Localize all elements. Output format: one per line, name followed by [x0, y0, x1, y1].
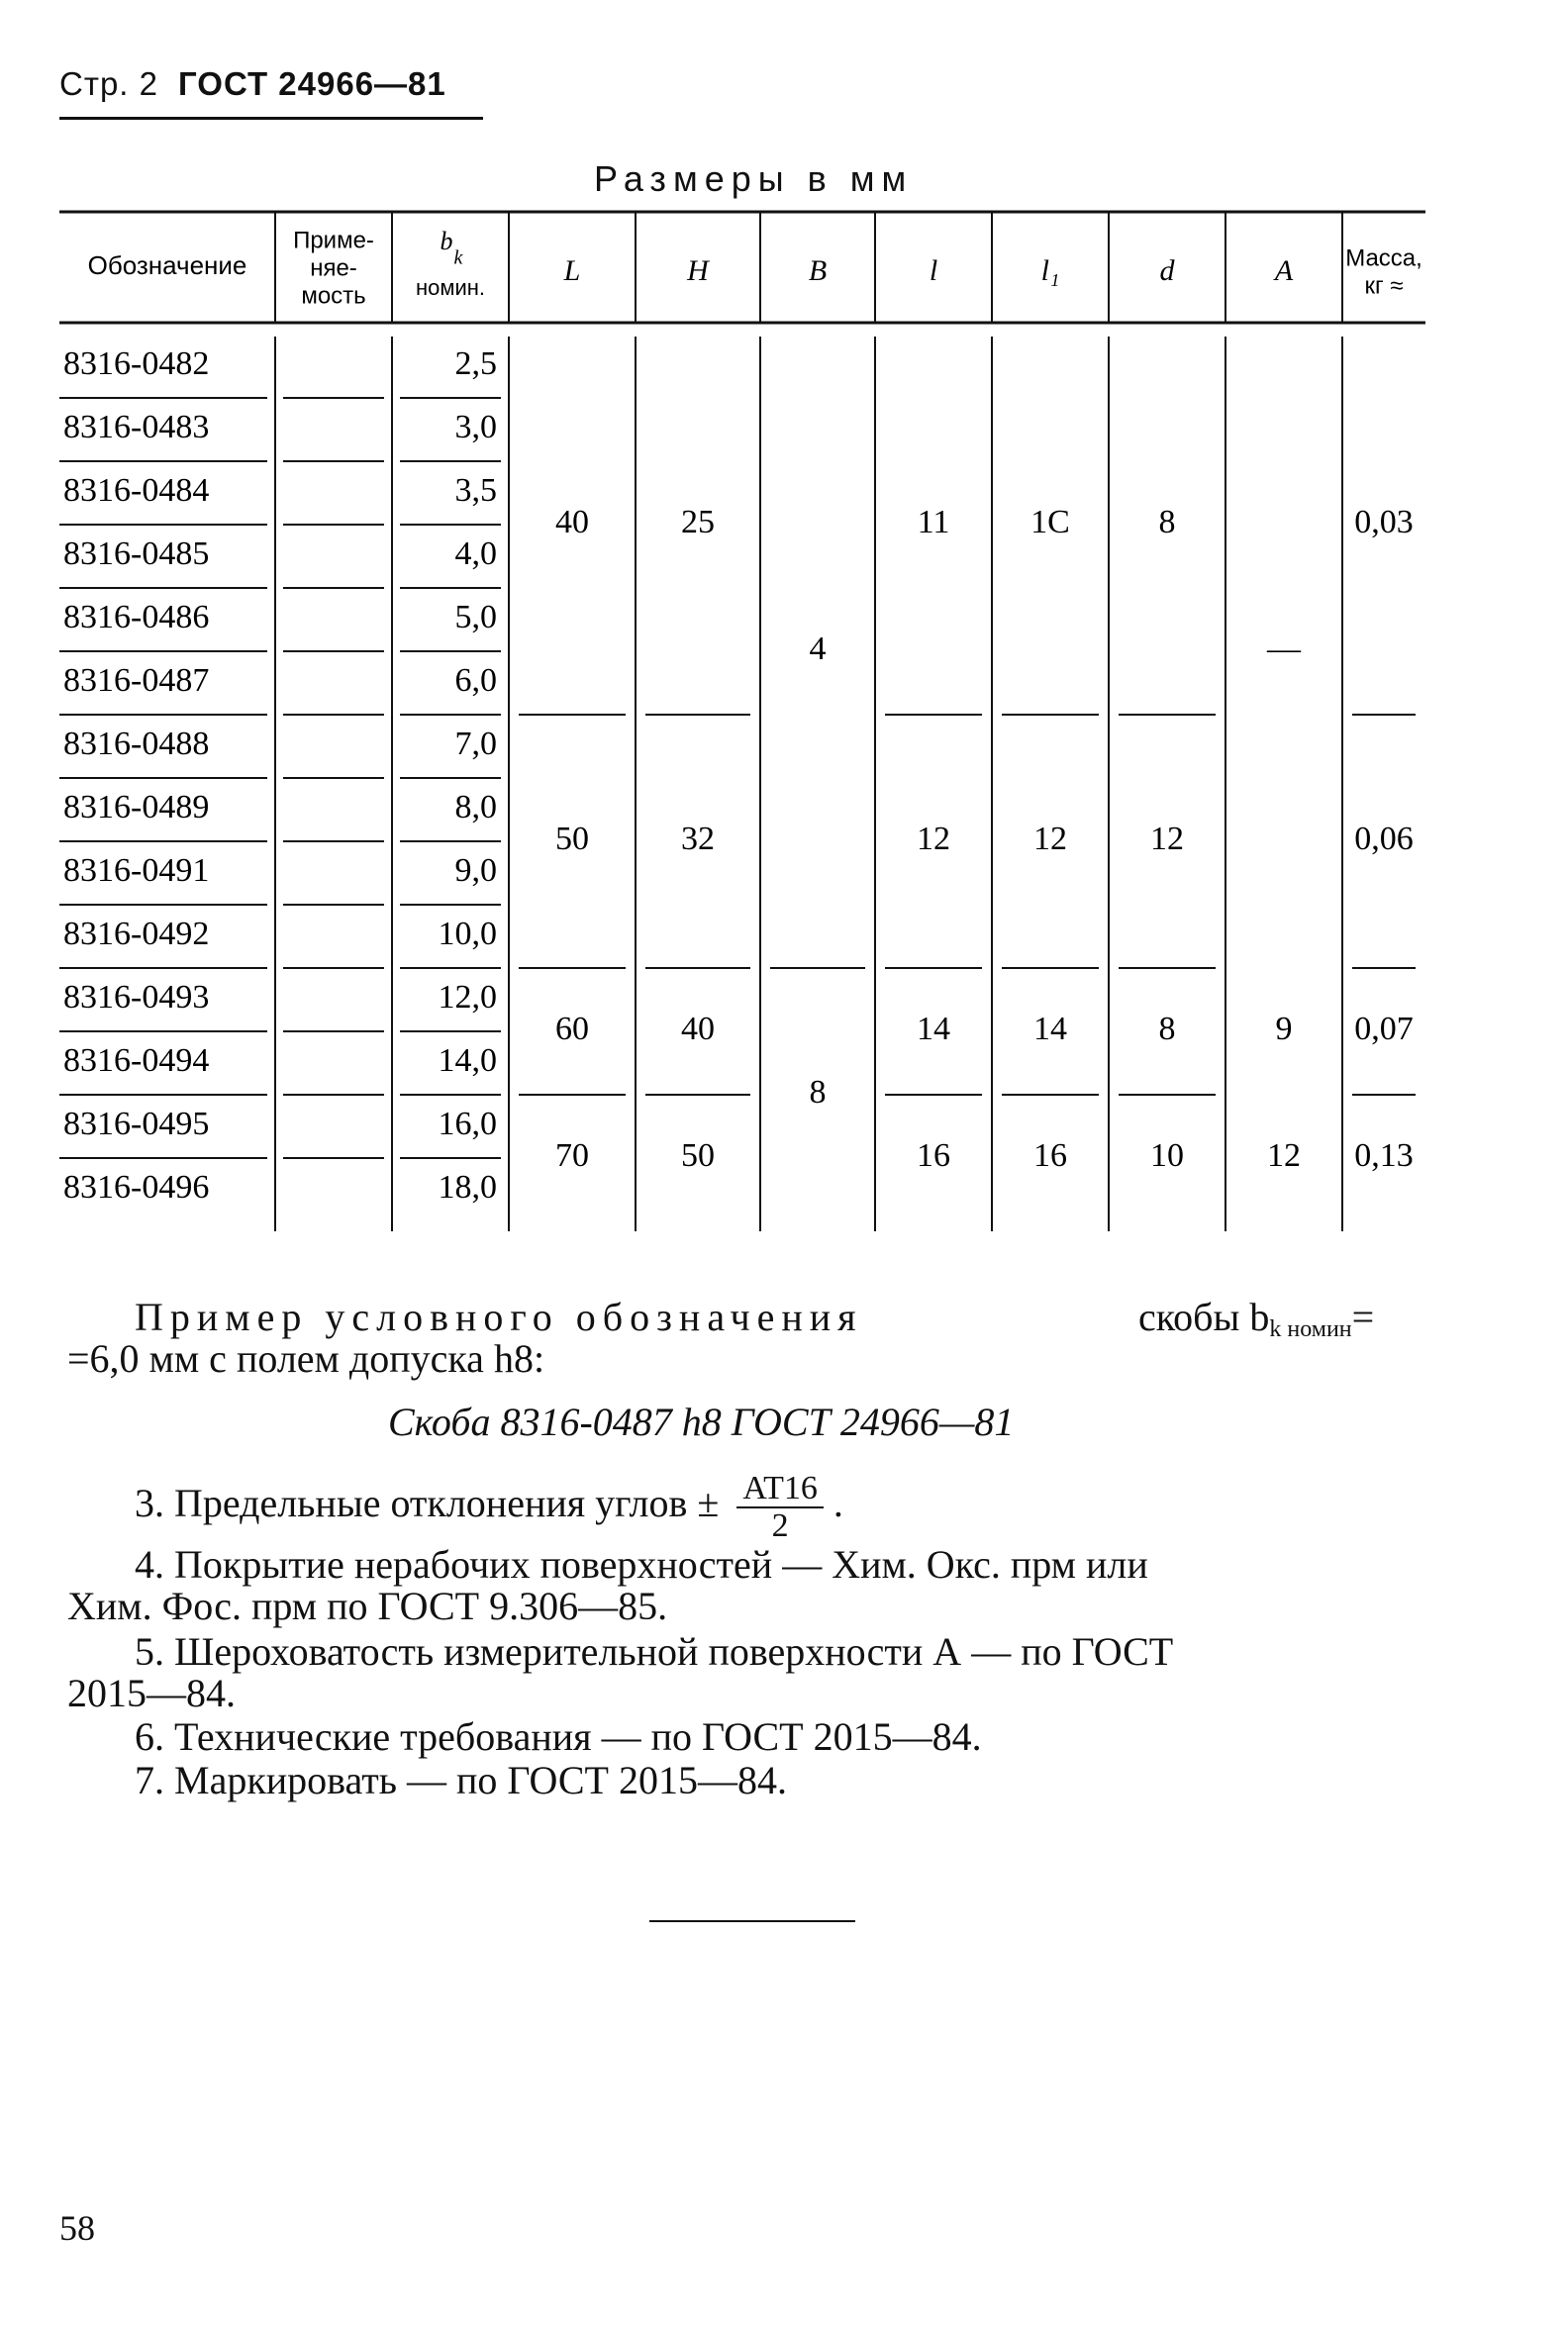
units-caption: Размеры в мм — [594, 158, 914, 199]
gost-number: ГОСТ 24966—81 — [178, 65, 446, 102]
designation-cell: 8316-0483 — [63, 408, 210, 445]
header-applicability: няе- — [310, 254, 357, 282]
bk-cell: 6,0 — [454, 661, 497, 699]
L-cell: 40 — [555, 503, 589, 540]
l-cell: 14 — [917, 1010, 950, 1047]
example-designation: Скоба 8316-0487 h8 ГОСТ 24966—81 — [388, 1400, 1015, 1444]
designation-cell: 8316-0485 — [63, 534, 210, 572]
B-cell: 4 — [809, 630, 827, 667]
item-3-text: 3. Предельные отклонения углов ± — [135, 1481, 720, 1526]
header-designation: Обозначение — [87, 249, 247, 280]
item-7: 7. Маркировать — по ГОСТ 2015—84. — [135, 1758, 787, 1802]
A-cell: 12 — [1267, 1136, 1301, 1174]
bk-cell: 8,0 — [454, 788, 497, 825]
item-4-line-1: 4. Покрытие нерабочих поверхностей — Хим. Окс. прм или — [135, 1542, 1148, 1587]
page-label: Стр. 2 — [59, 65, 158, 102]
mass-cell: 0,03 — [1354, 503, 1414, 540]
item-3-denominator: 2 — [771, 1507, 789, 1544]
item-5-line-1: 5. Шероховатость измерительной поверхности А — по ГОСТ — [135, 1629, 1174, 1674]
l1-cell: 14 — [1033, 1010, 1067, 1047]
bk-cell: 3,0 — [454, 408, 497, 445]
header-B: B — [808, 253, 828, 287]
item-3 — [135, 1471, 843, 1544]
bk-cell: 10,0 — [438, 915, 497, 952]
header-bk-nominal: номин. — [415, 274, 486, 300]
example-line-1 — [135, 1297, 863, 1338]
l1-cell: 16 — [1033, 1136, 1067, 1174]
header-applicability: мость — [301, 282, 366, 310]
page-number: 58 — [59, 2208, 95, 2248]
L-cell: 50 — [555, 820, 589, 857]
B-cell: 8 — [809, 1073, 827, 1111]
item-5-line-2: 2015—84. — [67, 1671, 236, 1715]
L-cell: 60 — [555, 1010, 589, 1047]
designation-cell: 8316-0493 — [63, 978, 210, 1016]
mass-cell: 0,06 — [1354, 820, 1414, 857]
designation-cell: 8316-0495 — [63, 1105, 210, 1142]
l1-cell: 1C — [1030, 503, 1070, 540]
d-cell: 12 — [1150, 820, 1184, 857]
mass-cell: 0,13 — [1354, 1136, 1414, 1174]
header-bk-symbol: b — [440, 226, 453, 255]
designation-cell: 8316-0487 — [63, 661, 210, 699]
header-applicability: Приме- — [293, 227, 374, 254]
designation-cell: 8316-0488 — [63, 725, 210, 762]
bk-cell: 4,0 — [454, 534, 497, 572]
designation-cell: 8316-0482 — [63, 344, 210, 382]
L-cell: 70 — [555, 1136, 589, 1174]
A-cell: — — [1267, 630, 1301, 667]
bk-cell: 7,0 — [454, 725, 497, 762]
H-cell: 50 — [681, 1136, 715, 1174]
item-4-line-2: Хим. Фос. прм по ГОСТ 9.306—85. — [67, 1584, 668, 1628]
item-3-fraction — [736, 1471, 824, 1544]
example-rest: скобы b — [1138, 1295, 1270, 1339]
A-cell: 9 — [1275, 1010, 1293, 1047]
item-3-end: . — [833, 1481, 843, 1526]
header-l: l — [929, 253, 938, 287]
header-L: L — [563, 253, 581, 287]
header-bk-subscript: k — [453, 246, 463, 269]
example-sub: k номин — [1269, 1316, 1352, 1342]
l1-cell: 12 — [1033, 820, 1067, 857]
bk-cell: 12,0 — [438, 978, 497, 1016]
header-mass-unit: кг ≈ — [1364, 272, 1404, 300]
bk-cell: 9,0 — [454, 851, 497, 889]
d-cell: 8 — [1158, 1010, 1176, 1047]
header-A: A — [1274, 253, 1294, 287]
H-cell: 32 — [681, 820, 715, 857]
l-cell: 11 — [917, 503, 950, 540]
bk-cell: 5,0 — [454, 598, 497, 635]
example-line-1-end — [1138, 1297, 1374, 1350]
l-cell: 12 — [917, 820, 950, 857]
designation-cell: 8316-0496 — [63, 1168, 210, 1206]
designation-cell: 8316-0494 — [63, 1041, 210, 1079]
H-cell: 40 — [681, 1010, 715, 1047]
item-6: 6. Технические требования — по ГОСТ 2015—84. — [135, 1714, 982, 1759]
bk-cell: 14,0 — [438, 1041, 497, 1079]
end-rule — [649, 1920, 855, 1922]
designation-cell: 8316-0484 — [63, 471, 210, 509]
d-cell: 10 — [1150, 1136, 1184, 1174]
mass-cell: 0,07 — [1354, 1010, 1414, 1047]
bk-cell: 2,5 — [454, 344, 497, 382]
bk-cell: 3,5 — [454, 471, 497, 509]
example-line-2: =6,0 мм с полем допуска h8: — [67, 1336, 545, 1381]
header-H: H — [687, 253, 709, 287]
bk-cell: 16,0 — [438, 1105, 497, 1142]
header-mass: Масса, — [1345, 244, 1422, 272]
d-cell: 8 — [1158, 503, 1176, 540]
designation-cell: 8316-0489 — [63, 788, 210, 825]
designation-cell: 8316-0491 — [63, 851, 210, 889]
header-l1: l₁ — [1040, 253, 1060, 287]
example-eq: = — [1351, 1295, 1375, 1339]
designation-cell: 8316-0492 — [63, 915, 210, 952]
designation-cell: 8316-0486 — [63, 598, 210, 635]
header-d: d — [1159, 253, 1175, 287]
bk-cell: 18,0 — [438, 1168, 497, 1206]
example-spaced: Пример условного обозначения — [135, 1295, 863, 1339]
H-cell: 25 — [681, 503, 715, 540]
item-3-numerator: AT16 — [736, 1471, 824, 1508]
l-cell: 16 — [917, 1136, 950, 1174]
